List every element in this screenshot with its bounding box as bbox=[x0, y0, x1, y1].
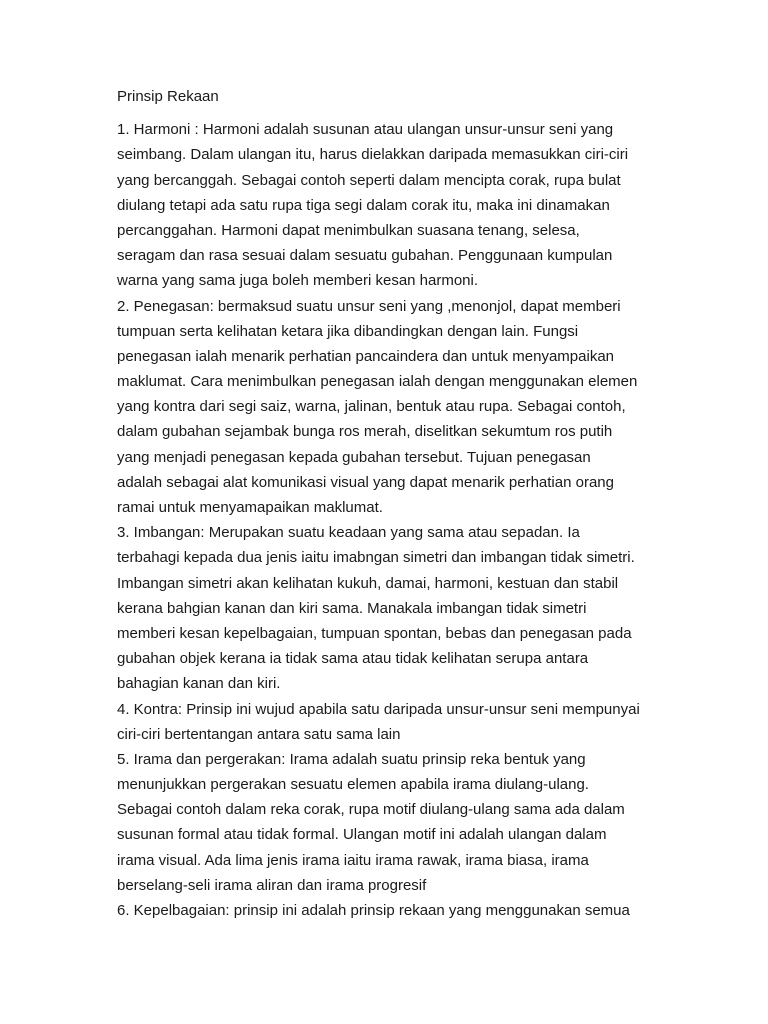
text-line: 3. Imbangan: Merupakan suatu keadaan yang sama atau sepadan. Ia bbox=[117, 524, 580, 542]
text-line: yang bercanggah. Sebagai contoh seperti dalam mencipta corak, rupa bulat bbox=[117, 171, 621, 189]
text-line: tumpuan serta kelihatan ketara jika dibandingkan dengan lain. Fungsi bbox=[117, 322, 579, 340]
text-line: seragam dan rasa sesuai dalam sesuatu gubahan. Penggunaan kumpulan bbox=[117, 247, 613, 265]
text-line: terbahagi kepada dua jenis iaitu imabngan simetri dan imbangan tidak simetri. bbox=[117, 549, 635, 567]
text-line: gubahan objek kerana ia tidak sama atau tidak kelihatan serupa antara bbox=[117, 650, 589, 668]
text-line: ciri-ciri bertentangan antara satu sama lain bbox=[117, 725, 401, 743]
text-line: menunjukkan pergerakan sesuatu elemen apabila irama diulang-ulang. bbox=[117, 776, 589, 794]
text-line: 6. Kepelbagaian: prinsip ini adalah prinsip rekaan yang menggunakan semua bbox=[117, 902, 630, 920]
document-text bbox=[117, 117, 677, 923]
text-line: berselang-seli irama aliran dan irama progresif bbox=[117, 876, 427, 894]
text-line: 2. Penegasan: bermaksud suatu unsur seni yang ,menonjol, dapat memberi bbox=[117, 297, 621, 315]
document-body bbox=[117, 84, 677, 923]
document-title: Prinsip Rekaan bbox=[117, 88, 219, 105]
text-line: 5. Irama dan pergerakan: Irama adalah suatu prinsip reka bentuk yang bbox=[117, 750, 586, 768]
text-line: ramai untuk menyamapaikan maklumat. bbox=[117, 499, 383, 517]
text-line: yang menjadi penegasan kepada gubahan tersebut. Tujuan penegasan bbox=[117, 448, 591, 466]
text-line: memberi kesan kepelbagaian, tumpuan spontan, bebas dan penegasan pada bbox=[117, 624, 632, 642]
text-line: 4. Kontra: Prinsip ini wujud apabila satu daripada unsur-unsur seni mempunyai bbox=[117, 700, 640, 718]
text-line: warna yang sama juga boleh memberi kesan harmoni. bbox=[117, 272, 479, 290]
text-line: bahagian kanan dan kiri. bbox=[117, 675, 281, 693]
text-line: dalam gubahan sejambak bunga ros merah, diselitkan sekumtum ros putih bbox=[117, 423, 613, 441]
text-line: penegasan ialah menarik perhatian pancaindera dan untuk menyampaikan bbox=[117, 347, 615, 365]
text-line: percanggahan. Harmoni dapat menimbulkan suasana tenang, selesa, bbox=[117, 221, 580, 239]
text-line: Sebagai contoh dalam reka corak, rupa motif diulang-ulang sama ada dalam bbox=[117, 801, 625, 819]
text-line: kerana bahgian kanan dan kiri sama. Manakala imbangan tidak simetri bbox=[117, 599, 587, 617]
text-line: diulang tetapi ada satu rupa tiga segi dalam corak itu, maka ini dinamakan bbox=[117, 196, 610, 214]
text-line: maklumat. Cara menimbulkan penegasan ialah dengan menggunakan elemen bbox=[117, 373, 638, 391]
text-line: Imbangan simetri akan kelihatan kukuh, damai, harmoni, kestuan dan stabil bbox=[117, 574, 619, 592]
text-line: adalah sebagai alat komunikasi visual yang dapat menarik perhatian orang bbox=[117, 473, 614, 491]
text-line: seimbang. Dalam ulangan itu, harus dielakkan daripada memasukkan ciri-ciri bbox=[117, 146, 629, 164]
text-line: irama visual. Ada lima jenis irama iaitu irama rawak, irama biasa, irama bbox=[117, 851, 589, 869]
text-line: susunan formal atau tidak formal. Ulangan motif ini adalah ulangan dalam bbox=[117, 826, 607, 844]
text-line: yang kontra dari segi saiz, warna, jalinan, bentuk atau rupa. Sebagai contoh, bbox=[117, 398, 626, 416]
text-line: 1. Harmoni : Harmoni adalah susunan atau ulangan unsur-unsur seni yang bbox=[117, 121, 614, 139]
